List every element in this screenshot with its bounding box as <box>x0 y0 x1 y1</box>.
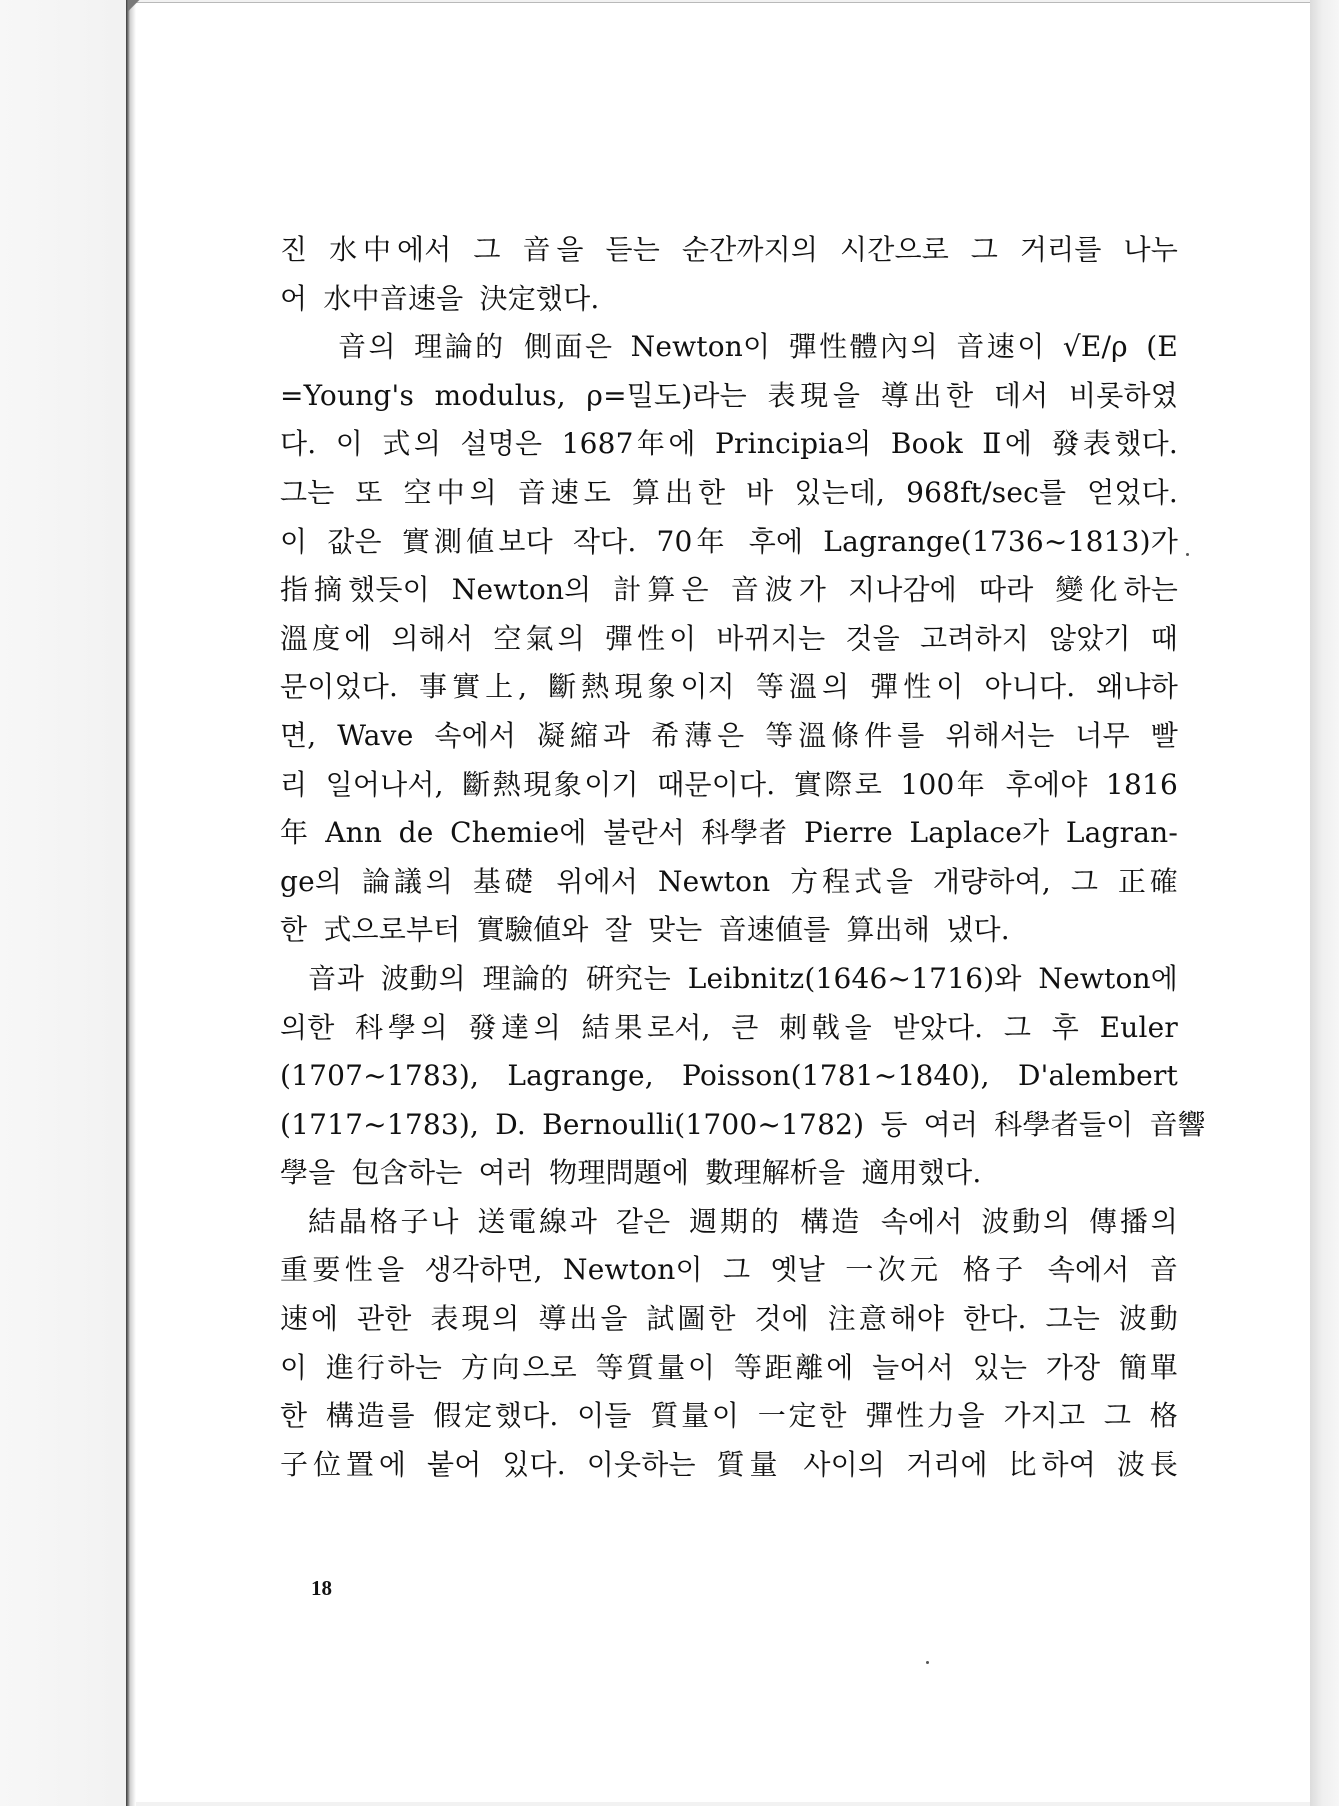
scan-speck <box>926 1661 929 1664</box>
scan-speck <box>1186 553 1189 556</box>
text-line: 문이었다. 事實上, 斷熱現象이지 等溫의 彈性이 아니다. 왜냐하 <box>280 670 1178 704</box>
text-line: 音과 波動의 理論的 硏究는 Leibnitz(1646~1716)와 Newton에 <box>308 961 1178 995</box>
page-edge-shadow <box>1310 0 1339 1806</box>
text-line: 면, Wave 속에서 凝縮과 希薄은 等溫條件를 위해서는 너무 빨 <box>280 718 1178 752</box>
text-line: (1707~1783), Lagrange, Poisson(1781~1840), D'alembert <box>280 1059 1178 1093</box>
text-line: 重要性을 생각하면, Newton이 그 옛날 一次元 格子 속에서 音 <box>280 1253 1178 1287</box>
text-line: 한 式으로부터 實驗値와 잘 맞는 音速値를 算出해 냈다. <box>280 913 1010 947</box>
text-line: 이 進行하는 方向으로 等質量이 等距離에 늘어서 있는 가장 簡單 <box>280 1350 1178 1384</box>
text-line: 指摘했듯이 Newton의 計算은 音波가 지나감에 따라 變化하는 <box>280 573 1178 607</box>
text-line: 리 일어나서, 斷熱現象이기 때문이다. 實際로 100年 후에야 1816 <box>280 767 1178 801</box>
text-line: 溫度에 의해서 空氣의 彈性이 바뀌지는 것을 고려하지 않았기 때 <box>280 621 1178 655</box>
text-line: 結晶格子나 送電線과 같은 週期的 構造 속에서 波動의 傳播의 <box>308 1204 1178 1238</box>
text-line: 速에 관한 表現의 導出을 試圖한 것에 注意해야 한다. 그는 波動 <box>280 1302 1178 1336</box>
page-body-text <box>280 226 1206 1489</box>
text-line: 學을 包含하는 여러 物理問題에 數理解析을 適用했다. <box>280 1156 982 1190</box>
text-line: 진 水中에서 그 音을 듣는 순간까지의 시간으로 그 거리를 나누 <box>280 233 1178 266</box>
text-line: 이 값은 實測値보다 작다. 70年 후에 Lagrange(1736~1813)가 <box>280 524 1178 558</box>
text-line: 의한 科學의 發達의 結果로서, 큰 刺戟을 받았다. 그 후 Euler <box>280 1010 1178 1044</box>
text-line: 어 水中音速을 決定했다. <box>280 281 600 315</box>
text-line: =Young's modulus, ρ=밀도)라는 表現을 導出한 데서 비롯하였 <box>280 378 1178 412</box>
text-line: 子位置에 붙어 있다. 이웃하는 質量 사이의 거리에 比하여 波長 <box>280 1447 1178 1481</box>
text-line: ge의 論議의 基礎 위에서 Newton 方程式을 개량하여, 그 正確 <box>280 864 1178 898</box>
text-line: 한 構造를 假定했다. 이들 質量이 一定한 彈性力을 가지고 그 格 <box>280 1399 1178 1433</box>
text-line: 다. 이 式의 설명은 1687年에 Principia의 Book Ⅱ에 發表했다. <box>280 427 1178 461</box>
page-spine <box>126 0 136 1806</box>
text-line: 年 Ann de Chemie에 불란서 科學者 Pierre Laplace가 Lagran- <box>280 816 1178 850</box>
text-line: (1717~1783), D. Bernoulli(1700~1782) 등 여러 科學者들이 音響 <box>280 1107 1206 1141</box>
text-line: 音의 理論的 側面은 Newton이 彈性體內의 音速이 √E/ρ (E <box>338 330 1178 364</box>
page-number: 18 <box>311 1576 332 1600</box>
text-line: 그는 또 空中의 音速도 算出한 바 있는데, 968ft/sec를 얻었다. <box>280 475 1178 509</box>
page-corner <box>128 0 140 12</box>
